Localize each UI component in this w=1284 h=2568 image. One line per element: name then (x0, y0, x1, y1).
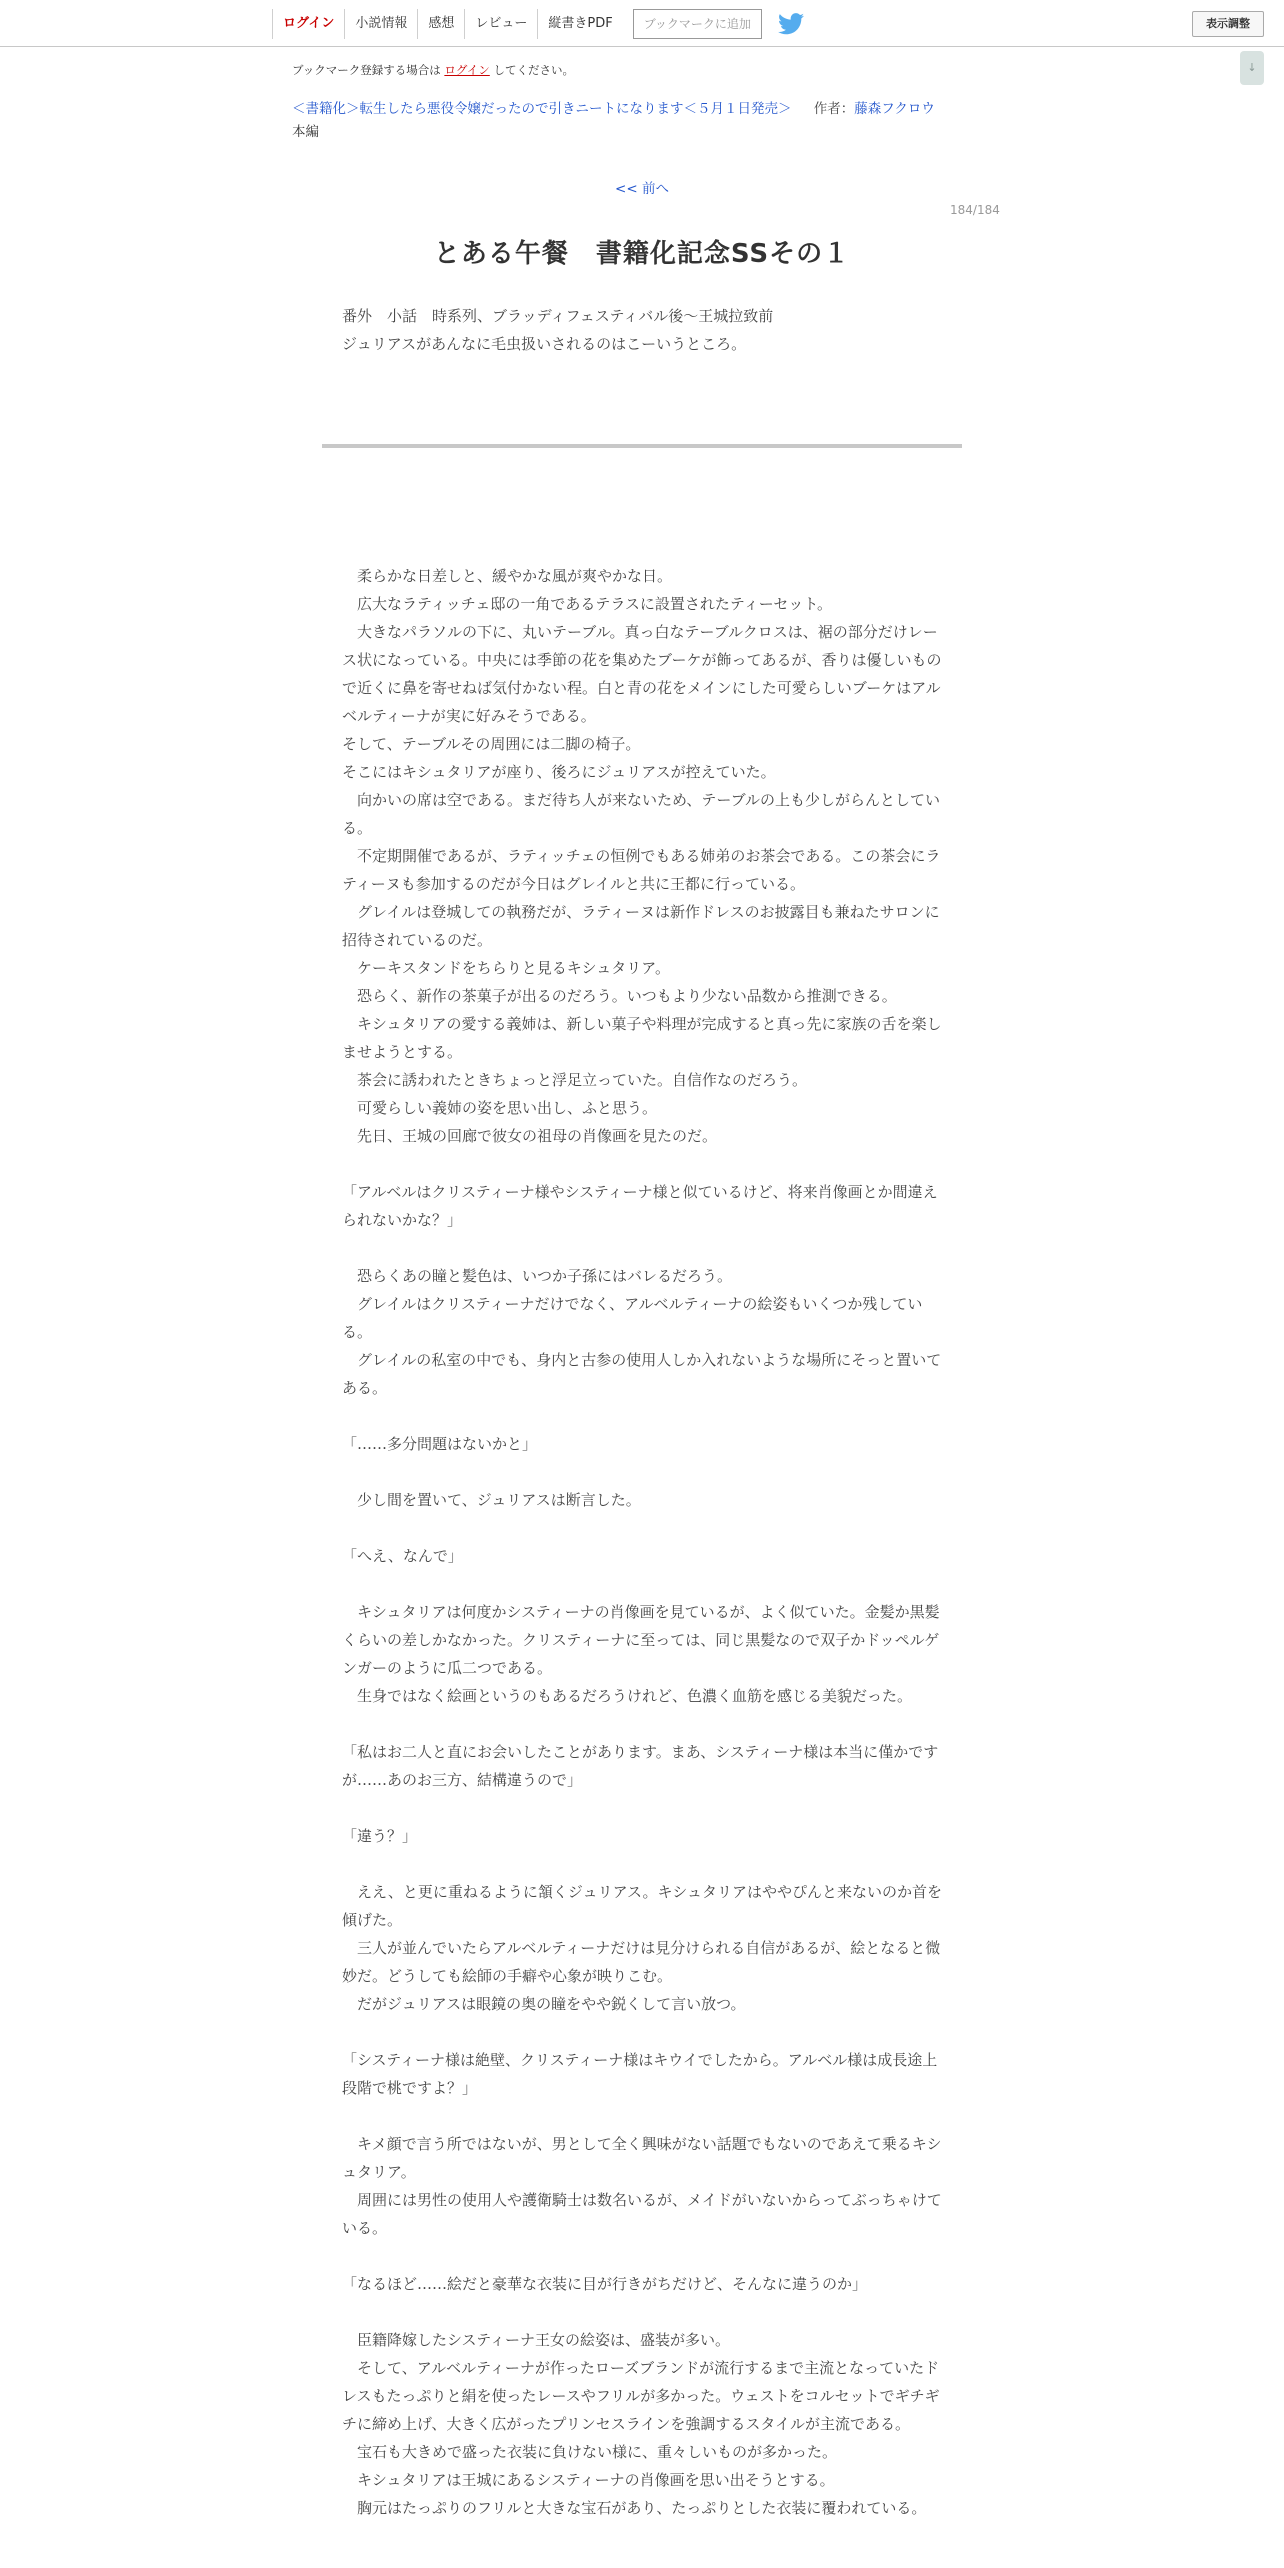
body-paragraph: 周囲には男性の使用人や護衛騎士は数名いるが、メイドがいないからってぶっちゃけている。 (342, 2191, 942, 2237)
body-paragraph: 「違う？」 (342, 1827, 418, 1845)
top-navigation-bar (0, 0, 1284, 47)
body-paragraph: 広大なラティッチェ邸の一角であるテラスに設置されたティーセット。 (342, 595, 833, 613)
body-paragraph: 不定期開催であるが、ラティッチェの恒例でもある姉弟のお茶会である。この茶会にラティーヌも参加するのだが今日はグレイルと共に王都に行っている。 (342, 847, 941, 893)
body-paragraph: キメ顔で言う所ではないが、男として全く興味がない話題でもないのであえて乗るキシュタリア。 (342, 2135, 942, 2181)
body-paragraph: 生身ではなく絵画というのもあるだろうけれど、色濃く血筋を感じる美貌だった。 (342, 1687, 913, 1705)
series-title-link[interactable]: ＜書籍化＞転生したら悪役令嬢だったので引きニートになります＜５月１日発売＞ (292, 101, 792, 117)
notice-login-link[interactable]: ログイン (444, 63, 490, 77)
body-paragraph (342, 1794, 942, 1822)
body-paragraph: グレイルは登城しての執務だが、ラティーヌは新作ドレスのお披露目も兼ねたサロンに招待されているのだ。 (342, 903, 940, 949)
body-paragraph: 恐らくあの瞳と髪色は、いつか子孫にはバレるだろう。 (342, 1267, 733, 1285)
nav-review-link[interactable]: レビュー (464, 9, 537, 39)
body-paragraph: グレイルの私室の中でも、身内と古参の使用人しか入れないような場所にそっと置いてある。 (342, 1351, 942, 1397)
body-paragraph: 茶会に誘われたときちょっと浮足立っていた。自信作なのだろう。 (342, 1071, 808, 1089)
body-paragraph: 「私はお二人と直にお会いしたことがあります。まあ、システィーナ様は本当に僅かですが……あのお三方、結構違うので」 (342, 1743, 939, 1789)
login-notice (292, 62, 574, 78)
body-paragraph (342, 2242, 942, 2270)
body-paragraph: 恐らく、新作の茶菓子が出るのだろう。いつもより少ない品数から推測できる。 (342, 987, 897, 1005)
body-paragraph (342, 1402, 942, 1430)
body-paragraph: 三人が並んでいたらアルベルティーナだけは見分けられる自信があるが、絵となると微妙だ。どうしても絵師の手癖や心象が映りこむ。 (342, 1939, 941, 1985)
body-paragraph (342, 2102, 942, 2130)
nav-vertical-pdf-link[interactable]: 縦書きPDF (537, 9, 622, 39)
body-paragraph: 「……多分問題はないかと」 (342, 1435, 538, 1453)
chapter-preface (342, 302, 942, 358)
preface-line: ジュリアスがあんなに毛虫扱いされるのはこーいうところ。 (342, 335, 747, 353)
body-paragraph (342, 1150, 942, 1178)
author-link[interactable]: 藤森フクロウ (854, 101, 935, 117)
body-paragraph: 向かいの席は空である。まだ待ち人が来ないため、テーブルの上も少しがらんとしている。 (342, 791, 941, 837)
body-paragraph: 少し間を置いて、ジュリアスは断言した。 (342, 1491, 641, 1509)
nav-novel-info-link[interactable]: 小説情報 (344, 9, 417, 39)
twitter-bird-icon (778, 13, 804, 35)
body-paragraph: ええ、と更に重ねるように頷くジュリアス。キシュタリアはややぴんと来ないのか首を傾げた。 (342, 1883, 943, 1929)
body-paragraph: 「なるほど……絵だと豪華な衣装に目が行きがちだけど、そんなに違うのか」 (342, 2275, 868, 2293)
body-paragraph (342, 2298, 942, 2326)
notice-prefix: ブックマーク登録する場合は (292, 63, 441, 77)
prev-page-link[interactable]: << 前へ (615, 181, 669, 197)
body-paragraph: 大きなパラソルの下に、丸いテーブル。真っ白なテーブルクロスは、裾の部分だけレース状になっている。中央には季節の花を集めたブーケが飾ってあるが、香りは優しいもので近くに鼻を寄せねば気付かない程。白と青の花をメインにした可愛らしいブーケはアルベルティーナが実に好みそうである。 (342, 623, 942, 725)
body-paragraph: 「へえ、なんで」 (342, 1547, 463, 1565)
preface-line: 番外 小話 時系列、ブラッディフェスティバル後～王城拉致前 (342, 307, 774, 325)
body-paragraph: 柔らかな日差しと、緩やかな風が爽やかな日。 (342, 567, 673, 585)
nav-login-link[interactable]: ログイン (272, 9, 344, 39)
body-paragraph: そこにはキシュタリアが座り、後ろにジュリアスが控えていた。 (342, 763, 776, 781)
body-paragraph: だがジュリアスは眼鏡の奥の瞳をやや鋭くして言い放つ。 (342, 1995, 746, 2013)
main-nav (272, 9, 804, 39)
add-bookmark-button[interactable]: ブックマークに追加 (633, 9, 762, 39)
body-paragraph: そして、アルベルティーナが作ったローズブランドが流行するまで主流となっていたドレスもたっぷりと絹を使ったレースやフリルが多かった。ウェストをコルセットでギチギチに締め上げ、大きく広がったプリンセスラインを強調するスタイルが主流である。 (342, 2359, 940, 2433)
body-paragraph (342, 1850, 942, 1878)
body-paragraph: グレイルはクリスティーナだけでなく、アルベルティーナの絵姿もいくつか残している。 (342, 1295, 923, 1341)
prev-page-nav (0, 177, 1284, 197)
body-paragraph (342, 2018, 942, 2046)
chapter-title: とある午餐 書籍化記念SSその１ (433, 239, 851, 269)
body-paragraph: ケーキスタンドをちらりと見るキシュタリア。 (342, 959, 671, 977)
body-paragraph (342, 1710, 942, 1738)
preface-separator (322, 444, 962, 448)
body-paragraph: 「アルベルはクリスティーナ様やシスティーナ様と似ているけど、将来肖像画とか間違えられないかな？」 (342, 1183, 938, 1229)
page-counter: 184/184 (950, 203, 1000, 217)
scroll-down-arrow-icon[interactable]: ↓ (1240, 51, 1264, 85)
body-paragraph: 宝石も大きめで盛った衣装に負けない様に、重々しいものが多かった。 (342, 2443, 838, 2461)
section-label: 本編 (292, 124, 319, 140)
body-paragraph: キシュタリアは何度かシスティーナの肖像画を見ているが、よく似ていた。金髪か黒髪くらいの差しかなかった。クリスティーナに至っては、同じ黒髪なので双子かドッペルゲンガーのように瓜二つである。 (342, 1603, 940, 1677)
body-paragraph (342, 1458, 942, 1486)
series-info (292, 97, 935, 117)
body-paragraph: 「システィーナ様は絶壁、クリスティーナ様はキウイでしたから。アルベル様は成長途上段階で桃ですよ？」 (342, 2051, 938, 2097)
author-label: 作者： (813, 101, 855, 117)
body-paragraph: 可愛らしい義姉の姿を思い出し、ふと思う。 (342, 1099, 658, 1117)
twitter-icon[interactable] (778, 13, 804, 35)
body-paragraph: キシュタリアの愛する義姉は、新しい菓子や料理が完成すると真っ先に家族の舌を楽しませようとする。 (342, 1015, 942, 1061)
body-paragraph: キシュタリアは王城にあるシスティーナの肖像画を思い出そうとする。 (342, 2471, 835, 2489)
body-paragraph: 先日、王城の回廊で彼女の祖母の肖像画を見たのだ。 (342, 1127, 718, 1145)
chapter-body (342, 562, 942, 2522)
body-paragraph (342, 1234, 942, 1262)
body-paragraph (342, 1514, 942, 1542)
body-paragraph: そして、テーブルその周囲には二脚の椅子。 (342, 735, 641, 753)
body-paragraph: 臣籍降嫁したシスティーナ王女の絵姿は、盛装が多い。 (342, 2331, 731, 2349)
body-paragraph: 胸元はたっぷりのフリルと大きな宝石があり、たっぷりとした衣装に覆われている。 (342, 2499, 927, 2517)
notice-suffix: してください。 (493, 63, 574, 77)
display-settings-button[interactable]: 表示調整 (1192, 11, 1264, 37)
body-paragraph (342, 1570, 942, 1598)
nav-impressions-link[interactable]: 感想 (417, 9, 464, 39)
